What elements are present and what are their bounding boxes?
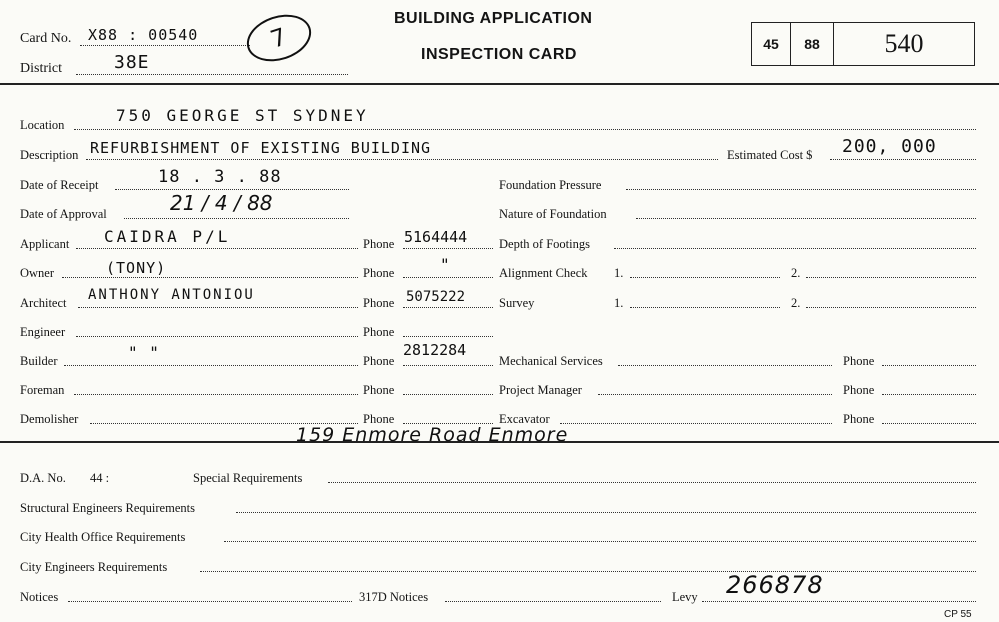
mechanical-phone-label: Phone (843, 354, 875, 368)
builder-phone-label: Phone (363, 354, 395, 368)
demolisher-phone-label: Phone (363, 412, 395, 426)
applicant-phone-line (403, 248, 493, 249)
owner-line (62, 277, 358, 278)
project-manager-phone-line (882, 394, 976, 395)
alignment-check-num1: 1. (614, 266, 624, 280)
card-box-1-value: 45 (763, 36, 779, 52)
foreman-phone-line (403, 394, 493, 395)
estimated-cost-value: 200, 000 (842, 136, 937, 157)
nature-foundation-label: Nature of Foundation (499, 207, 607, 221)
description-line (86, 159, 718, 160)
depth-footings-line (614, 248, 976, 249)
builder-phone-line (403, 365, 493, 366)
structural-req-label: Structural Engineers Requirements (20, 501, 195, 515)
date-approval-label: Date of Approval (20, 207, 107, 221)
district-label: District (20, 61, 62, 76)
alignment-check-line2 (806, 277, 976, 278)
alignment-check-line1 (630, 277, 780, 278)
levy-line (702, 601, 976, 602)
card-box-1 (751, 22, 791, 66)
project-manager-phone-label: Phone (843, 383, 875, 397)
notices-317d-line (445, 601, 661, 602)
mechanical-line (618, 365, 832, 366)
circled-number (241, 7, 317, 69)
card-no-line (80, 45, 250, 46)
survey-num2: 2. (791, 296, 801, 310)
applicant-phone-label: Phone (363, 237, 395, 251)
card-box-2 (790, 22, 834, 66)
project-manager-line (598, 394, 832, 395)
builder-phone-value: 2812284 (403, 341, 467, 359)
title-line2: INSPECTION CARD (421, 46, 577, 63)
notices-label: Notices (20, 590, 59, 604)
city-health-line (224, 541, 976, 542)
notices-line (68, 601, 352, 602)
location-value: 750 GEORGE ST SYDNEY (116, 106, 369, 125)
foundation-pressure-line (626, 189, 976, 190)
city-health-label: City Health Office Requirements (20, 530, 186, 544)
estimated-cost-line (830, 159, 976, 160)
header-divider (0, 83, 999, 85)
card-no-label: Card No. (20, 31, 72, 46)
address-note: 159 Enmore Road Enmore (296, 424, 569, 446)
applicant-line (76, 248, 358, 249)
card-box-3 (833, 22, 975, 66)
district-line (76, 74, 348, 75)
date-receipt-label: Date of Receipt (20, 178, 99, 192)
excavator-phone-line (882, 423, 976, 424)
survey-label: Survey (499, 296, 535, 310)
architect-phone-label: Phone (363, 296, 395, 310)
description-label: Description (20, 148, 79, 162)
alignment-check-num2: 2. (791, 266, 801, 280)
city-engineers-label: City Engineers Requirements (20, 560, 168, 574)
date-receipt-line (115, 189, 349, 190)
project-manager-label: Project Manager (499, 383, 582, 397)
foreman-phone-label: Phone (363, 383, 395, 397)
builder-value: " " (128, 343, 160, 362)
survey-num1: 1. (614, 296, 624, 310)
applicant-phone-value: 5164444 (404, 228, 468, 246)
card-box-2-value: 88 (804, 36, 820, 52)
architect-label: Architect (20, 296, 67, 310)
architect-phone-value: 5075222 (406, 289, 466, 305)
owner-value: (TONY) (106, 259, 167, 277)
survey-line2 (806, 307, 976, 308)
architect-line (78, 307, 358, 308)
owner-phone-line (403, 277, 493, 278)
form-code: CP 55 (944, 609, 972, 620)
demolisher-label: Demolisher (20, 412, 79, 426)
title-line1: BUILDING APPLICATION (394, 10, 593, 27)
excavator-label: Excavator (499, 412, 550, 426)
owner-phone-value: " (440, 255, 451, 274)
structural-req-line (236, 512, 976, 513)
foreman-line (74, 394, 358, 395)
survey-line1 (630, 307, 780, 308)
location-label: Location (20, 118, 65, 132)
builder-label: Builder (20, 354, 58, 368)
levy-label: Levy (672, 590, 698, 604)
special-req-label: Special Requirements (193, 471, 303, 485)
location-line (74, 129, 976, 130)
city-engineers-line (200, 571, 976, 572)
engineer-label: Engineer (20, 325, 66, 339)
engineer-phone-label: Phone (363, 325, 395, 339)
special-req-line (328, 482, 976, 483)
owner-phone-label: Phone (363, 266, 395, 280)
description-value: REFURBISHMENT OF EXISTING BUILDING (90, 139, 432, 157)
date-receipt-value: 18 . 3 . 88 (158, 167, 282, 187)
applicant-value: CAIDRA P/L (104, 227, 231, 246)
nature-foundation-line (636, 218, 976, 219)
architect-phone-line (403, 307, 493, 308)
district-value: 38E (114, 52, 150, 73)
owner-label: Owner (20, 266, 55, 280)
circled-number-value: 7 (267, 22, 291, 54)
foundation-pressure-label: Foundation Pressure (499, 178, 602, 192)
architect-value: ANTHONY ANTONIOU (88, 287, 255, 303)
estimated-cost-label: Estimated Cost $ (727, 148, 813, 162)
engineer-phone-line (403, 336, 493, 337)
builder-line (64, 365, 358, 366)
date-approval-line (124, 218, 349, 219)
card-no-value: X88 : 00540 (88, 26, 199, 44)
da-no-value: 44 : (90, 471, 110, 485)
da-no-label: D.A. No. (20, 471, 66, 485)
mechanical-phone-line (882, 365, 976, 366)
notices-317d-label: 317D Notices (359, 590, 429, 604)
excavator-line (560, 423, 832, 424)
mechanical-label: Mechanical Services (499, 354, 603, 368)
foreman-label: Foreman (20, 383, 65, 397)
excavator-phone-label: Phone (843, 412, 875, 426)
card-box-3-value: 540 (884, 29, 924, 58)
applicant-label: Applicant (20, 237, 70, 251)
levy-value: 266878 (726, 571, 824, 599)
depth-footings-label: Depth of Footings (499, 237, 590, 251)
alignment-check-label: Alignment Check (499, 266, 588, 280)
engineer-line (76, 336, 358, 337)
date-approval-value: 21 / 4 / 88 (170, 191, 273, 215)
